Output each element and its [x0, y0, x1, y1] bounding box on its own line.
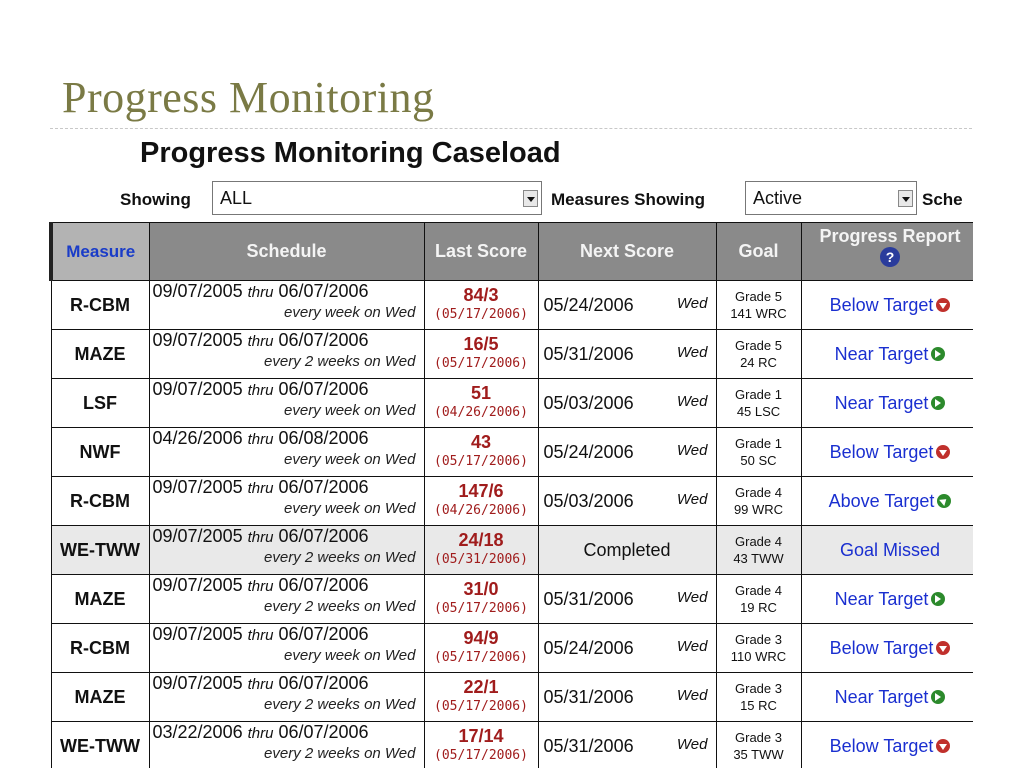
last-score-date: (05/17/2006): [434, 454, 528, 469]
chevron-down-icon[interactable]: [898, 190, 913, 207]
schedule-cell: [149, 330, 424, 379]
progress-report-cell[interactable]: [801, 722, 973, 768]
last-score-cell[interactable]: [424, 673, 538, 722]
schedule-start: 09/07/2005: [152, 673, 243, 693]
showing-select[interactable]: [212, 181, 542, 215]
schedule-frequency: every 2 weeks on Wed: [264, 549, 416, 566]
goal-cell: [716, 477, 801, 526]
progress-report-cell[interactable]: [801, 624, 973, 673]
schedule-range: [153, 330, 424, 352]
schedule-range: [153, 722, 424, 744]
above-target-icon: [937, 494, 951, 508]
schedule-start: 03/22/2006: [152, 722, 243, 742]
below-target-icon: [936, 445, 950, 459]
measure-cell[interactable]: R-CBM: [51, 624, 149, 673]
schedule-range: [153, 526, 424, 548]
schedule-start: 09/07/2005: [152, 281, 243, 301]
showing-label: Showing: [120, 190, 191, 209]
last-score-date: (05/17/2006): [434, 307, 528, 322]
goal-cell: [716, 722, 801, 768]
chevron-down-icon[interactable]: [523, 190, 538, 207]
caseload-title: Progress Monitoring Caseload: [140, 137, 561, 169]
measures-showing-label: Measures Showing: [551, 190, 705, 209]
schedule-frequency: every 2 weeks on Wed: [264, 696, 416, 713]
last-score-cell[interactable]: [424, 428, 538, 477]
last-score-cell[interactable]: [424, 624, 538, 673]
help-icon[interactable]: ?: [880, 247, 900, 267]
column-header-last-score: Last Score: [424, 223, 538, 281]
last-score-value: 17/14: [458, 726, 504, 746]
measures-showing-select[interactable]: [745, 181, 917, 215]
next-score-cell: [538, 477, 716, 526]
progress-report-cell[interactable]: [801, 526, 973, 575]
below-target-icon: [936, 641, 950, 655]
table-row: [51, 428, 973, 477]
next-score-day: Wed: [676, 686, 708, 704]
goal-target: 50 SC: [740, 453, 777, 468]
schedule-start: 09/07/2005: [152, 624, 243, 644]
measure-cell[interactable]: NWF: [51, 428, 149, 477]
last-score-cell[interactable]: [424, 379, 538, 428]
measure-cell[interactable]: MAZE: [51, 673, 149, 722]
goal-cell: [716, 330, 801, 379]
last-score-value: 24/18: [458, 530, 504, 550]
below-target-icon: [936, 739, 950, 753]
schedule-thru: thru: [247, 529, 274, 546]
goal-target: 45 LSC: [736, 404, 781, 419]
goal-cell: [716, 428, 801, 477]
next-score-date: 05/31/2006: [543, 735, 634, 756]
column-header-goal: Goal: [716, 223, 801, 281]
next-score-cell: [538, 526, 716, 575]
goal-grade: Grade 1: [735, 387, 782, 402]
next-score-cell: [538, 722, 716, 768]
schedule-thru: thru: [247, 676, 274, 693]
schedule-filter-label: Sche: [922, 190, 963, 209]
progress-report-cell[interactable]: [801, 477, 973, 526]
schedule-cell: [149, 575, 424, 624]
schedule-frequency: every 2 weeks on Wed: [264, 745, 416, 762]
goal-grade: Grade 3: [735, 681, 782, 696]
near-target-icon: [931, 690, 945, 704]
measure-cell[interactable]: MAZE: [51, 330, 149, 379]
progress-report-link[interactable]: Goal Missed: [839, 539, 941, 560]
last-score-date: (05/17/2006): [434, 748, 528, 763]
schedule-start: 09/07/2005: [152, 330, 243, 350]
progress-report-link[interactable]: Near Target: [834, 588, 929, 609]
progress-report-link[interactable]: Below Target: [829, 735, 934, 756]
last-score-cell[interactable]: [424, 722, 538, 768]
last-score-value: 31/0: [463, 579, 499, 599]
schedule-cell: [149, 526, 424, 575]
column-header-measure[interactable]: Measure: [51, 223, 149, 281]
next-score-date: 05/03/2006: [543, 490, 634, 511]
goal-cell: [716, 575, 801, 624]
next-score-day: Wed: [676, 343, 708, 361]
near-target-icon: [931, 592, 945, 606]
goal-target: 24 RC: [740, 355, 777, 370]
last-score-cell[interactable]: [424, 575, 538, 624]
next-score-day: Wed: [676, 637, 708, 655]
last-score-cell[interactable]: [424, 526, 538, 575]
goal-target: 15 RC: [740, 698, 777, 713]
measure-cell[interactable]: R-CBM: [51, 281, 149, 330]
goal-grade: Grade 3: [735, 632, 782, 647]
next-score-date: 05/03/2006: [543, 392, 634, 413]
goal-cell: [716, 624, 801, 673]
schedule-thru: thru: [247, 578, 274, 595]
progress-report-link[interactable]: Below Target: [829, 637, 934, 658]
goal-target: 110 WRC: [730, 649, 787, 664]
schedule-thru: thru: [247, 333, 274, 350]
progress-report-cell[interactable]: [801, 379, 973, 428]
last-score-date: (05/31/2006): [434, 552, 528, 567]
schedule-range: [153, 673, 424, 695]
next-score-cell: [538, 673, 716, 722]
schedule-end: 06/07/2006: [278, 281, 369, 301]
next-score-date: 05/24/2006: [543, 637, 634, 658]
table-row: [51, 379, 973, 428]
schedule-thru: thru: [247, 725, 274, 742]
goal-target: 35 TWW: [733, 747, 784, 762]
progress-report-cell[interactable]: [801, 673, 973, 722]
next-score-day: Wed: [676, 490, 708, 508]
progress-report-link[interactable]: Above Target: [828, 490, 935, 511]
last-score-date: (05/17/2006): [434, 601, 528, 616]
next-score-date: 05/24/2006: [543, 294, 634, 315]
next-score-cell: [538, 428, 716, 477]
schedule-end: 06/07/2006: [278, 379, 369, 399]
schedule-start: 09/07/2005: [152, 379, 243, 399]
last-score-date: (05/17/2006): [434, 356, 528, 371]
last-score-date: (05/17/2006): [434, 699, 528, 714]
schedule-frequency: every 2 weeks on Wed: [264, 598, 416, 615]
last-score-value: 16/5: [463, 334, 499, 354]
last-score-value: 43: [470, 432, 492, 452]
goal-grade: Grade 3: [735, 730, 782, 745]
progress-report-link[interactable]: Below Target: [829, 294, 934, 315]
next-score-cell: [538, 379, 716, 428]
schedule-start: 04/26/2006: [152, 428, 243, 448]
schedule-cell: [149, 477, 424, 526]
measure-cell[interactable]: LSF: [51, 379, 149, 428]
last-score-value: 94/9: [463, 628, 499, 648]
schedule-cell: [149, 624, 424, 673]
schedule-range: [153, 281, 424, 303]
title-divider: [50, 128, 972, 129]
next-score-day: Wed: [676, 735, 708, 753]
goal-cell: [716, 379, 801, 428]
schedule-frequency: every 2 weeks on Wed: [264, 353, 416, 370]
schedule-range: [153, 477, 424, 499]
schedule-thru: thru: [247, 480, 274, 497]
progress-report-cell[interactable]: [801, 281, 973, 330]
last-score-date: (04/26/2006): [434, 405, 528, 420]
measure-cell[interactable]: WE-TWW: [51, 722, 149, 768]
last-score-date: (04/26/2006): [434, 503, 528, 518]
near-target-icon: [931, 347, 945, 361]
schedule-range: [153, 428, 424, 450]
schedule-end: 06/07/2006: [278, 526, 369, 546]
schedule-end: 06/07/2006: [278, 624, 369, 644]
goal-target: 141 WRC: [730, 306, 787, 321]
schedule-end: 06/07/2006: [278, 575, 369, 595]
table-header-row: [51, 223, 973, 281]
table-row: [51, 477, 973, 526]
schedule-end: 06/07/2006: [278, 722, 369, 742]
progress-report-cell[interactable]: [801, 575, 973, 624]
table-row: [51, 281, 973, 330]
goal-grade: Grade 1: [735, 436, 782, 451]
column-header-progress-report: [801, 223, 973, 281]
schedule-thru: thru: [247, 627, 274, 644]
last-score-value: 147/6: [458, 481, 504, 501]
next-score-day: Wed: [676, 392, 708, 410]
schedule-thru: thru: [247, 284, 274, 301]
column-header-next-score: Next Score: [538, 223, 716, 281]
goal-cell: [716, 673, 801, 722]
schedule-cell: [149, 281, 424, 330]
next-score-date: 05/31/2006: [543, 588, 634, 609]
last-score-cell[interactable]: [424, 477, 538, 526]
progress-report-header-label: Progress Report: [819, 226, 961, 246]
next-score-cell: [538, 624, 716, 673]
schedule-start: 09/07/2005: [152, 575, 243, 595]
next-score-day: Wed: [676, 588, 708, 606]
goal-grade: Grade 4: [735, 534, 782, 549]
schedule-end: 06/07/2006: [278, 477, 369, 497]
next-score-status: Completed: [583, 539, 671, 560]
goal-grade: Grade 4: [735, 485, 782, 500]
table-row: [51, 526, 973, 575]
table-row: [51, 575, 973, 624]
measure-cell[interactable]: R-CBM: [51, 477, 149, 526]
progress-report-cell[interactable]: [801, 330, 973, 379]
near-target-icon: [931, 396, 945, 410]
goal-target: 99 WRC: [733, 502, 784, 517]
next-score-date: 05/31/2006: [543, 686, 634, 707]
schedule-cell: [149, 722, 424, 768]
filter-bar: [0, 180, 1024, 220]
table-row: [51, 722, 973, 768]
last-score-date: (05/17/2006): [434, 650, 528, 665]
goal-grade: Grade 5: [735, 289, 782, 304]
table-row: [51, 624, 973, 673]
schedule-cell: [149, 379, 424, 428]
below-target-icon: [936, 298, 950, 312]
goal-grade: Grade 5: [735, 338, 782, 353]
last-score-cell[interactable]: [424, 281, 538, 330]
schedule-frequency: every week on Wed: [284, 500, 416, 517]
schedule-range: [153, 624, 424, 646]
schedule-frequency: every week on Wed: [284, 647, 416, 664]
measure-cell[interactable]: WE-TWW: [51, 526, 149, 575]
goal-cell: [716, 526, 801, 575]
goal-grade: Grade 4: [735, 583, 782, 598]
measure-cell[interactable]: MAZE: [51, 575, 149, 624]
last-score-value: 51: [470, 383, 492, 403]
goal-target: 19 RC: [740, 600, 777, 615]
progress-report-cell[interactable]: [801, 428, 973, 477]
last-score-value: 22/1: [463, 677, 499, 697]
schedule-thru: thru: [247, 382, 274, 399]
schedule-start: 09/07/2005: [152, 526, 243, 546]
schedule-range: [153, 575, 424, 597]
last-score-value: 84/3: [463, 285, 499, 305]
schedule-start: 09/07/2005: [152, 477, 243, 497]
showing-select-value: ALL: [220, 188, 253, 208]
progress-report-link[interactable]: Below Target: [829, 441, 934, 462]
next-score-day: Wed: [676, 441, 708, 459]
schedule-frequency: every week on Wed: [284, 402, 416, 419]
progress-report-link[interactable]: Near Target: [834, 392, 929, 413]
schedule-range: [153, 379, 424, 401]
schedule-thru: thru: [247, 431, 274, 448]
next-score-cell: [538, 330, 716, 379]
next-score-day: Wed: [676, 294, 708, 312]
schedule-frequency: every week on Wed: [284, 304, 416, 321]
last-score-cell[interactable]: [424, 330, 538, 379]
next-score-cell: [538, 575, 716, 624]
schedule-end: 06/07/2006: [278, 330, 369, 350]
progress-report-link[interactable]: Near Target: [834, 686, 929, 707]
table-row: [51, 330, 973, 379]
schedule-end: 06/07/2006: [278, 673, 369, 693]
schedule-cell: [149, 673, 424, 722]
slide-title: Progress Monitoring: [62, 73, 435, 122]
column-header-schedule: Schedule: [149, 223, 424, 281]
next-score-cell: [538, 281, 716, 330]
goal-target: 43 TWW: [733, 551, 784, 566]
schedule-cell: [149, 428, 424, 477]
progress-report-link[interactable]: Near Target: [834, 343, 929, 364]
next-score-date: 05/31/2006: [543, 343, 634, 364]
schedule-frequency: every week on Wed: [284, 451, 416, 468]
next-score-date: 05/24/2006: [543, 441, 634, 462]
caseload-table: [49, 222, 973, 768]
measures-select-value: Active: [753, 188, 803, 208]
schedule-end: 06/08/2006: [278, 428, 369, 448]
goal-cell: [716, 281, 801, 330]
caseload-table-viewport: [0, 222, 973, 768]
table-row: [51, 673, 973, 722]
